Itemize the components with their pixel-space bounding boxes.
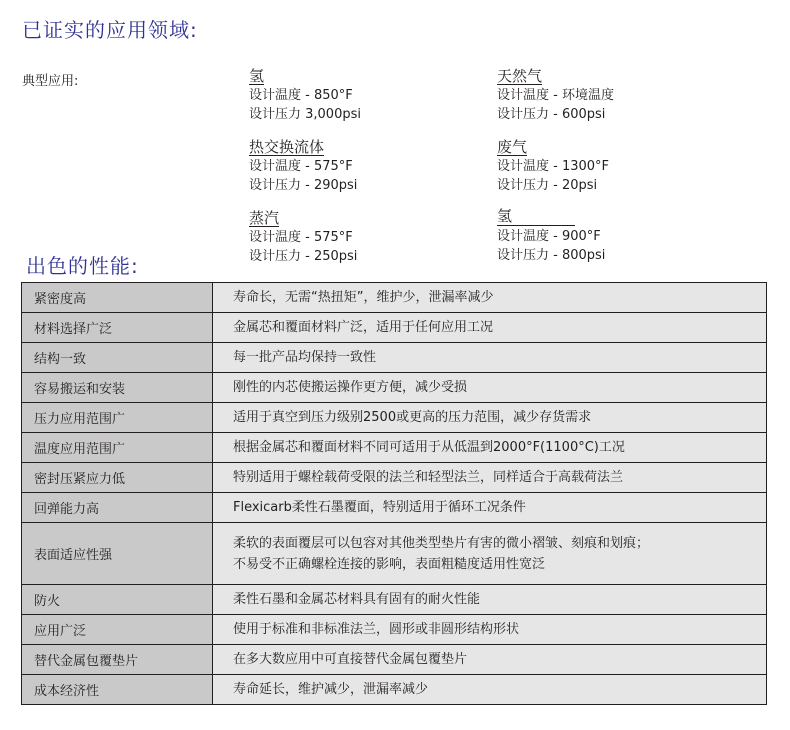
description-line: 柔软的表面覆层可以包容对其他类型垫片有害的微小褶皱、刻痕和划痕；: [233, 535, 650, 551]
section-title-performance: 出色的性能:: [26, 254, 139, 278]
description-cell: 特别适用于螺栓载荷受限的法兰和轻型法兰，同样适合于高载荷法兰: [213, 463, 767, 493]
typical-applications-label: 典型应用:: [22, 74, 79, 89]
design-pressure: 设计压力 - 800psi: [497, 248, 606, 263]
description-cell: 寿命延长，维护减少，泄漏率减少: [213, 675, 767, 705]
feature-cell: 温度应用范围广: [22, 433, 213, 463]
table-row: [22, 675, 767, 705]
design-temperature: 设计温度 - 575°F: [249, 230, 353, 245]
design-temperature: 设计温度 - 1300°F: [497, 159, 610, 174]
description-cell: Flexicarb柔性石墨覆面，特别适用于循环工况条件: [213, 493, 767, 523]
application-name: 热交换流体: [249, 138, 325, 156]
application-hydrogen-1: [249, 66, 361, 124]
table-row: [22, 433, 767, 463]
table-row: [22, 283, 767, 313]
description-cell: [213, 523, 767, 585]
design-pressure: 设计压力 - 250psi: [249, 249, 358, 264]
feature-cell: 成本经济性: [22, 675, 213, 705]
feature-cell: 压力应用范围广: [22, 403, 213, 433]
feature-cell: 结构一致: [22, 343, 213, 373]
feature-cell: 应用广泛: [22, 615, 213, 645]
description-cell: 寿命长，无需“热扭矩”，维护少，泄漏率减少: [213, 283, 767, 313]
feature-cell: 密封压紧应力低: [22, 463, 213, 493]
feature-cell: 替代金属包覆垫片: [22, 645, 213, 675]
application-name: 氢: [497, 208, 575, 226]
design-pressure: 设计压力 - 600psi: [497, 107, 606, 122]
design-temperature: 设计温度 - 575°F: [249, 159, 353, 174]
table-row: [22, 523, 767, 585]
table-row: [22, 313, 767, 343]
description-line: 不易受不正确螺栓连接的影响，表面粗糙度适用性宽泛: [233, 556, 546, 572]
table-row: [22, 585, 767, 615]
application-name: 氢: [249, 67, 265, 85]
description-cell: 在多大数应用中可直接替代金属包覆垫片: [213, 645, 767, 675]
description-cell: 根据金属芯和覆面材料不同可适用于从低温到2000°F(1100°C)工况: [213, 433, 767, 463]
design-pressure: 设计压力 3,000psi: [249, 107, 361, 122]
application-name: 废气: [497, 138, 528, 156]
description-cell: 使用于标准和非标准法兰，圆形或非圆形结构形状: [213, 615, 767, 645]
feature-cell: 回弹能力高: [22, 493, 213, 523]
application-name: 天然气: [497, 67, 543, 85]
application-steam: [249, 208, 357, 266]
feature-cell: 容易搬运和安装: [22, 373, 213, 403]
table-row: [22, 403, 767, 433]
table-row: [22, 615, 767, 645]
performance-table: [21, 282, 767, 705]
table-row: [22, 463, 767, 493]
design-pressure: 设计压力 - 20psi: [497, 178, 598, 193]
application-heat-transfer-fluid: [249, 137, 357, 195]
table-row: [22, 645, 767, 675]
design-temperature: 设计温度 - 850°F: [249, 88, 353, 103]
section-title-applications: 已证实的应用领域:: [22, 18, 198, 42]
table-row: [22, 493, 767, 523]
feature-cell: 表面适应性强: [22, 523, 213, 585]
table-row: [22, 343, 767, 373]
table-row: [22, 373, 767, 403]
description-cell: 柔性石墨和金属芯材料具有固有的耐火性能: [213, 585, 767, 615]
feature-cell: 防火: [22, 585, 213, 615]
description-cell: 刚性的内芯使搬运操作更方便，减少受损: [213, 373, 767, 403]
description-cell: 每一批产品均保持一致性: [213, 343, 767, 373]
application-name: 蒸汽: [249, 209, 280, 227]
design-temperature: 设计温度 - 环境温度: [497, 88, 614, 103]
description-cell: 适用于真空到压力级别2500或更高的压力范围，减少存货需求: [213, 403, 767, 433]
feature-cell: 材料选择广泛: [22, 313, 213, 343]
description-cell: 金属芯和覆面材料广泛，适用于任何应用工况: [213, 313, 767, 343]
application-exhaust-gas: [497, 137, 609, 195]
feature-cell: 紧密度高: [22, 283, 213, 313]
design-pressure: 设计压力 - 290psi: [249, 178, 358, 193]
design-temperature: 设计温度 - 900°F: [497, 229, 601, 244]
application-hydrogen-2: [497, 208, 605, 265]
application-natural-gas: [497, 66, 614, 124]
